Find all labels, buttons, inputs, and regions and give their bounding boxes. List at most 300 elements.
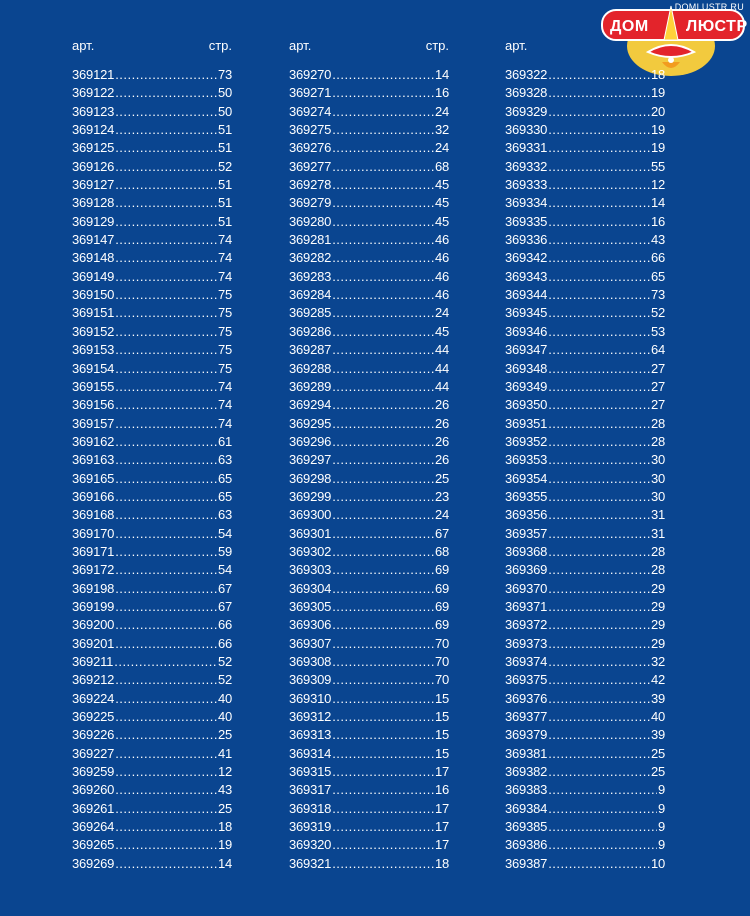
article-number: 369226 — [72, 727, 115, 743]
page-number: 74 — [217, 268, 232, 284]
page-number: 18 — [434, 855, 449, 871]
article-number: 369276 — [289, 140, 332, 156]
index-row — [72, 690, 232, 708]
index-row — [72, 525, 232, 543]
page-number: 26 — [434, 397, 449, 413]
article-number: 369259 — [72, 764, 115, 780]
index-row — [289, 543, 449, 561]
dot-leader — [115, 745, 217, 763]
page-number: 45 — [434, 323, 449, 339]
article-number: 369342 — [505, 250, 548, 266]
page-number: 73 — [650, 287, 665, 303]
dot-leader — [332, 671, 434, 689]
index-row — [505, 304, 665, 322]
dot-leader — [332, 341, 434, 359]
dot-leader — [548, 836, 657, 854]
article-number: 369349 — [505, 378, 548, 394]
page-number: 63 — [217, 452, 232, 468]
article-number: 369128 — [72, 195, 115, 211]
dot-leader — [548, 616, 650, 634]
article-number: 369351 — [505, 415, 548, 431]
dot-leader — [332, 818, 434, 836]
index-row — [505, 763, 665, 781]
index-row — [505, 561, 665, 579]
page-number: 40 — [217, 690, 232, 706]
index-row — [72, 781, 232, 799]
art-header: арт. — [72, 38, 95, 53]
dot-leader — [548, 855, 650, 873]
index-row — [72, 213, 232, 231]
dot-leader — [548, 708, 650, 726]
page-number: 63 — [217, 507, 232, 523]
page-number: 42 — [650, 672, 665, 688]
article-number: 369284 — [289, 287, 332, 303]
article-number: 369297 — [289, 452, 332, 468]
dot-leader — [115, 800, 217, 818]
dot-leader — [332, 763, 434, 781]
article-number: 369312 — [289, 709, 332, 725]
index-list — [289, 66, 449, 873]
dot-leader — [115, 470, 217, 488]
article-number: 369270 — [289, 67, 332, 82]
page-number: 65 — [650, 268, 665, 284]
dot-leader — [332, 836, 434, 854]
index-row — [505, 855, 665, 873]
dot-leader — [115, 360, 217, 378]
article-number: 369322 — [505, 67, 548, 82]
index-row — [505, 671, 665, 689]
dot-leader — [548, 800, 657, 818]
dot-leader — [332, 158, 434, 176]
page-number: 25 — [650, 745, 665, 761]
page-number: 44 — [434, 378, 449, 394]
index-row — [505, 616, 665, 634]
logo-word-right: ЛЮСТР — [686, 18, 748, 35]
index-row — [505, 194, 665, 212]
index-row — [72, 415, 232, 433]
dot-leader — [548, 66, 650, 84]
index-row — [289, 103, 449, 121]
article-number: 369332 — [505, 158, 548, 174]
article-number: 369310 — [289, 690, 332, 706]
page-header: стр. — [208, 38, 232, 53]
page-number: 40 — [217, 709, 232, 725]
article-number: 369335 — [505, 213, 548, 229]
page-number: 15 — [434, 745, 449, 761]
page-number: 27 — [650, 360, 665, 376]
index-row — [505, 103, 665, 121]
page-number: 18 — [650, 67, 665, 82]
page-number: 46 — [434, 250, 449, 266]
dot-leader — [115, 635, 217, 653]
dot-leader — [332, 726, 434, 744]
index-row — [505, 726, 665, 744]
index-row — [289, 231, 449, 249]
article-number: 369124 — [72, 122, 115, 138]
index-row — [72, 543, 232, 561]
dot-leader — [115, 139, 217, 157]
index-row — [505, 836, 665, 854]
page-number: 25 — [434, 470, 449, 486]
dot-leader — [548, 635, 650, 653]
index-row — [505, 598, 665, 616]
dot-leader — [332, 433, 434, 451]
page-number: 51 — [217, 177, 232, 193]
dot-leader — [332, 176, 434, 194]
dot-leader — [332, 139, 434, 157]
article-number: 369279 — [289, 195, 332, 211]
index-row — [72, 580, 232, 598]
page-number: 30 — [650, 452, 665, 468]
dot-leader — [548, 231, 650, 249]
index-row — [72, 433, 232, 451]
dot-leader — [548, 286, 650, 304]
article-number: 369302 — [289, 543, 332, 559]
dot-leader — [115, 66, 217, 84]
article-number: 369321 — [289, 855, 332, 871]
article-number: 369286 — [289, 323, 332, 339]
dot-leader — [332, 304, 434, 322]
dot-leader — [548, 451, 650, 469]
article-number: 369227 — [72, 745, 115, 761]
index-row — [289, 286, 449, 304]
index-row — [72, 635, 232, 653]
page-number: 64 — [650, 342, 665, 358]
article-number: 369309 — [289, 672, 332, 688]
page-number: 75 — [217, 360, 232, 376]
dot-leader — [548, 84, 650, 102]
dot-leader — [332, 855, 434, 873]
logo-word-left: ДОМ — [610, 18, 649, 35]
index-row — [72, 286, 232, 304]
article-number: 369170 — [72, 525, 115, 541]
article-number: 369308 — [289, 654, 332, 669]
dot-leader — [115, 708, 217, 726]
article-number: 369282 — [289, 250, 332, 266]
dot-leader — [548, 745, 650, 763]
article-number: 369330 — [505, 122, 548, 138]
page-number: 16 — [650, 213, 665, 229]
page-number: 68 — [434, 158, 449, 174]
index-row — [289, 121, 449, 139]
index-row — [289, 690, 449, 708]
article-number: 369198 — [72, 580, 115, 596]
page-number: 65 — [217, 470, 232, 486]
dot-leader — [332, 415, 434, 433]
index-row — [289, 433, 449, 451]
article-number: 369314 — [289, 745, 332, 761]
dot-leader — [548, 561, 650, 579]
dot-leader — [548, 580, 650, 598]
index-row — [289, 598, 449, 616]
article-number: 369156 — [72, 397, 115, 413]
index-row — [505, 231, 665, 249]
dot-leader — [548, 158, 650, 176]
article-number: 369285 — [289, 305, 332, 321]
dot-leader — [332, 194, 434, 212]
dot-leader — [115, 378, 217, 396]
article-number: 369271 — [289, 85, 332, 101]
page-number: 69 — [434, 617, 449, 633]
index-row — [72, 158, 232, 176]
article-number: 369275 — [289, 122, 332, 138]
dot-leader — [115, 396, 217, 414]
index-row — [289, 781, 449, 799]
dot-leader — [548, 415, 650, 433]
article-number: 369371 — [505, 598, 548, 614]
article-number: 369147 — [72, 232, 115, 248]
index-row — [289, 836, 449, 854]
dot-leader — [548, 543, 650, 561]
article-number: 369336 — [505, 232, 548, 248]
index-row — [72, 671, 232, 689]
dot-leader — [548, 506, 650, 524]
index-row — [72, 470, 232, 488]
page-number: 24 — [434, 507, 449, 523]
article-number: 369171 — [72, 543, 115, 559]
index-row — [289, 708, 449, 726]
dot-leader — [115, 103, 217, 121]
index-row — [289, 396, 449, 414]
page-number: 46 — [434, 232, 449, 248]
index-row — [289, 525, 449, 543]
index-row — [289, 616, 449, 634]
index-row — [289, 726, 449, 744]
index-row — [72, 268, 232, 286]
index-row — [72, 121, 232, 139]
index-row — [72, 818, 232, 836]
dot-leader — [332, 231, 434, 249]
index-row — [289, 304, 449, 322]
article-number: 369125 — [72, 140, 115, 156]
article-number: 369201 — [72, 635, 115, 651]
article-number: 369274 — [289, 103, 332, 119]
dot-leader — [115, 304, 217, 322]
index-row — [505, 818, 665, 836]
index-row — [289, 745, 449, 763]
page-number: 29 — [650, 580, 665, 596]
page-number: 29 — [650, 598, 665, 614]
article-number: 369126 — [72, 158, 115, 174]
dot-leader — [332, 580, 434, 598]
index-row — [505, 690, 665, 708]
index-row — [72, 451, 232, 469]
index-row — [289, 855, 449, 873]
article-number: 369123 — [72, 103, 115, 119]
page-number: 74 — [217, 378, 232, 394]
article-number: 369129 — [72, 213, 115, 229]
page-number: 9 — [657, 837, 665, 853]
page-number: 50 — [217, 85, 232, 101]
index-row — [505, 800, 665, 818]
page-number: 75 — [217, 342, 232, 358]
page-number: 44 — [434, 342, 449, 358]
page-number: 14 — [434, 67, 449, 82]
article-number: 369299 — [289, 488, 332, 504]
dot-leader — [548, 433, 650, 451]
dot-leader — [115, 598, 217, 616]
article-number: 369355 — [505, 488, 548, 504]
article-number: 369261 — [72, 800, 115, 816]
article-number: 369199 — [72, 598, 115, 614]
index-row — [505, 781, 665, 799]
dot-leader — [332, 488, 434, 506]
article-number: 369162 — [72, 433, 115, 449]
article-number: 369278 — [289, 177, 332, 193]
article-number: 369289 — [289, 378, 332, 394]
article-number: 369281 — [289, 232, 332, 248]
dot-leader — [115, 158, 217, 176]
page-number: 75 — [217, 305, 232, 321]
dot-leader — [548, 249, 650, 267]
page-number: 45 — [434, 213, 449, 229]
dot-leader — [548, 103, 650, 121]
index-row — [505, 488, 665, 506]
article-number: 369306 — [289, 617, 332, 633]
dot-leader — [548, 690, 650, 708]
dot-leader — [332, 616, 434, 634]
column-header — [289, 38, 449, 54]
article-number: 369313 — [289, 727, 332, 743]
article-number: 369352 — [505, 433, 548, 449]
page-number: 54 — [217, 562, 232, 578]
index-row — [289, 470, 449, 488]
page-number: 46 — [434, 268, 449, 284]
article-number: 369150 — [72, 287, 115, 303]
dot-leader — [115, 249, 217, 267]
page-number: 17 — [434, 837, 449, 853]
page-number: 25 — [650, 764, 665, 780]
dot-leader — [115, 488, 217, 506]
index-row — [289, 488, 449, 506]
dot-leader — [115, 194, 217, 212]
page-number: 59 — [217, 543, 232, 559]
index-row — [289, 323, 449, 341]
page-number: 75 — [217, 287, 232, 303]
article-number: 369163 — [72, 452, 115, 468]
index-row — [72, 653, 232, 671]
page-number: 66 — [217, 635, 232, 651]
article-number: 369357 — [505, 525, 548, 541]
index-row — [72, 231, 232, 249]
article-number: 369318 — [289, 800, 332, 816]
article-number: 369155 — [72, 378, 115, 394]
page-number: 69 — [434, 598, 449, 614]
dot-leader — [548, 396, 650, 414]
dot-leader — [332, 653, 434, 671]
page-number: 32 — [434, 122, 449, 138]
index-row — [72, 249, 232, 267]
page-number: 67 — [434, 525, 449, 541]
dot-leader — [115, 671, 217, 689]
index-row — [289, 194, 449, 212]
article-number: 369353 — [505, 452, 548, 468]
article-number: 369334 — [505, 195, 548, 211]
index-row — [505, 66, 665, 84]
page-number: 68 — [434, 543, 449, 559]
index-row — [72, 103, 232, 121]
column-header — [72, 38, 232, 54]
index-row — [72, 506, 232, 524]
page-number: 15 — [434, 690, 449, 706]
index-row — [72, 378, 232, 396]
page-number: 52 — [650, 305, 665, 321]
article-number: 369329 — [505, 103, 548, 119]
article-number: 369347 — [505, 342, 548, 358]
article-number: 369283 — [289, 268, 332, 284]
index-row — [72, 836, 232, 854]
page-number: 9 — [657, 819, 665, 835]
page-number: 17 — [434, 819, 449, 835]
page-number: 70 — [434, 672, 449, 688]
article-number: 369305 — [289, 598, 332, 614]
article-number: 369260 — [72, 782, 115, 798]
index-row — [505, 506, 665, 524]
dot-leader — [332, 451, 434, 469]
dot-leader — [115, 781, 217, 799]
page-number: 45 — [434, 177, 449, 193]
index-row — [505, 543, 665, 561]
page-number: 50 — [217, 103, 232, 119]
dot-leader — [115, 433, 217, 451]
page-number: 26 — [434, 433, 449, 449]
page-number: 74 — [217, 250, 232, 266]
index-column-3 — [505, 38, 665, 873]
page-number: 51 — [217, 213, 232, 229]
index-row — [72, 800, 232, 818]
dot-leader — [548, 213, 650, 231]
dot-leader — [332, 800, 434, 818]
dot-leader — [332, 543, 434, 561]
article-number: 369168 — [72, 507, 115, 523]
page-number: 25 — [217, 727, 232, 743]
art-header: арт. — [505, 38, 528, 53]
page-number: 15 — [434, 727, 449, 743]
index-row — [289, 268, 449, 286]
page-number: 19 — [217, 837, 232, 853]
page-number: 70 — [434, 654, 449, 669]
index-row — [289, 763, 449, 781]
article-number: 369387 — [505, 855, 548, 871]
column-header — [505, 38, 665, 54]
page-number: 40 — [650, 709, 665, 725]
article-number: 369122 — [72, 85, 115, 101]
article-number: 369307 — [289, 635, 332, 651]
article-number: 369373 — [505, 635, 548, 651]
page-number: 46 — [434, 287, 449, 303]
dot-leader — [115, 323, 217, 341]
article-number: 369121 — [72, 67, 115, 82]
dot-leader — [548, 121, 650, 139]
dot-leader — [332, 525, 434, 543]
index-row — [505, 451, 665, 469]
dot-leader — [332, 268, 434, 286]
article-number: 369301 — [289, 525, 332, 541]
index-list — [505, 66, 665, 873]
page-number: 27 — [650, 378, 665, 394]
index-row — [72, 341, 232, 359]
dot-leader — [115, 213, 217, 231]
article-number: 369154 — [72, 360, 115, 376]
article-number: 369277 — [289, 158, 332, 174]
article-number: 369153 — [72, 342, 115, 358]
index-row — [289, 653, 449, 671]
dot-leader — [548, 488, 650, 506]
page-number: 26 — [434, 452, 449, 468]
index-row — [289, 818, 449, 836]
page-number: 43 — [650, 232, 665, 248]
article-number: 369346 — [505, 323, 548, 339]
